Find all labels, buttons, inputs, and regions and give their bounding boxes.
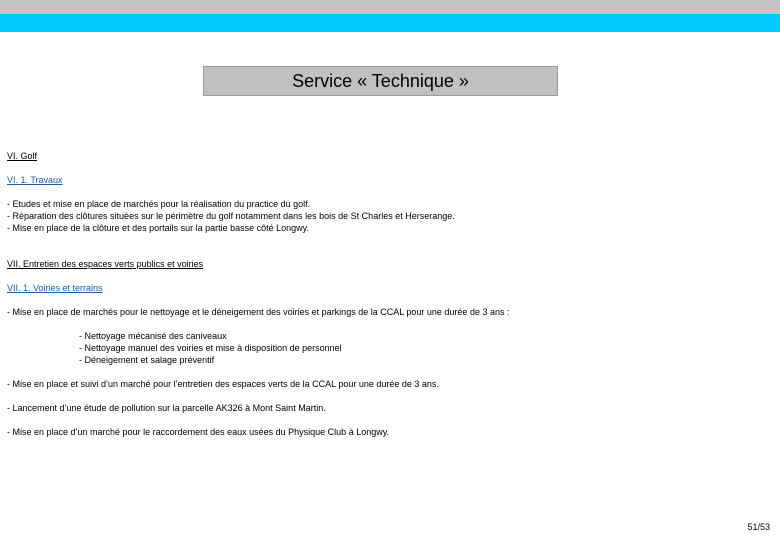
list-item: - Mise en place et suivi d’un marché pour l’entretien des espaces verts de la CCAL pour une durée de 3 ans. (7, 379, 439, 389)
sub-list-item: - Nettoyage manuel des voiries et mise à disposition de personnel (79, 343, 342, 353)
top-accent-bar (0, 14, 780, 32)
sub-list-item: - Déneigement et salage préventif (79, 355, 215, 365)
sub-list-item: - Nettoyage mécanisé des caniveaux (79, 331, 227, 341)
list-item: - Mise en place de marchés pour le nettoyage et le déneigement des voiries et parkings de la CCAL pour une durée de 3 ans : (7, 307, 510, 317)
subheading-voiries[interactable]: VII. 1. Voiries et terrains (7, 283, 103, 293)
top-gray-bar (0, 0, 780, 14)
section-heading-entretien[interactable]: VII. Entretien des espaces verts publics et voiries (7, 259, 204, 269)
list-item: - Mise en place de la clôture et des portails sur la partie basse côté Longwy. (7, 223, 309, 233)
page-title: Service « Technique » (203, 66, 558, 96)
list-item: - Mise en place d’un marché pour le raccordement des eaux usées du Physique Club à Longwy. (7, 427, 390, 437)
page-number: 51/53 (747, 522, 770, 532)
subheading-travaux[interactable]: VI. 1. Travaux (7, 175, 63, 185)
list-item: - Réparation des clôtures situées sur le périmètre du golf notamment dans les bois de St Charles et Herserange. (7, 211, 455, 221)
list-item: - Etudes et mise en place de marchés pour la réalisation du practice du golf. (7, 199, 311, 209)
section-heading-golf[interactable]: VI. Golf (7, 151, 38, 161)
list-item: - Lancement d’une étude de pollution sur la parcelle AK326 à Mont Saint Martin. (7, 403, 326, 413)
